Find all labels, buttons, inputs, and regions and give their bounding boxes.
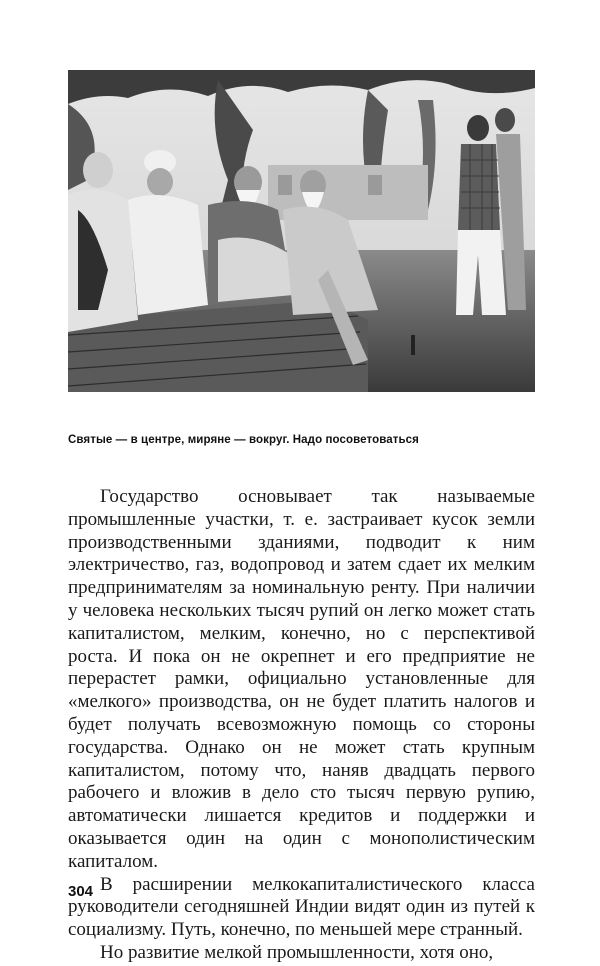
photograph [68,70,535,392]
main-text [68,486,535,965]
paragraph: Государство основывает так называемые промышленные участки, т. е. застраивает кусок земли производственными зданиями, подводит к ним электричество, газ, водопровод и затем сдает их мелким предпринимателям за номинальную ренту. При наличии у человека нескольких тысяч рупий он легко может стать капиталистом, мелким, конечно, но с перспективой роста. И пока он не окрепнет и его предприятие не перерастет рамки, официально установленные для «мелкого» производства, он не будет платить налогов и будет получать всевозможную помощь со стороны государства. Однако он не может стать крупным капиталистом, потому что, наняв двадцать первого рабочего и вложив в дело сто тысяч первую рупию, автоматически лишается кредитов и поддержки и оказывается один на один с монополистическим капиталом. [68,486,535,872]
page-number: 304 [68,883,94,900]
figure-caption: Святые — в центре, миряне — вокруг. Надо посоветоваться [68,434,419,446]
paragraph: Но развитие мелкой промышленности, хотя оно, [100,941,494,963]
paragraph: В расширении мелкокапиталистического класса руководители сегодняшней Индии видят один из путей к социализму. Путь, конечно, по меньшей мере странный. [68,873,535,941]
